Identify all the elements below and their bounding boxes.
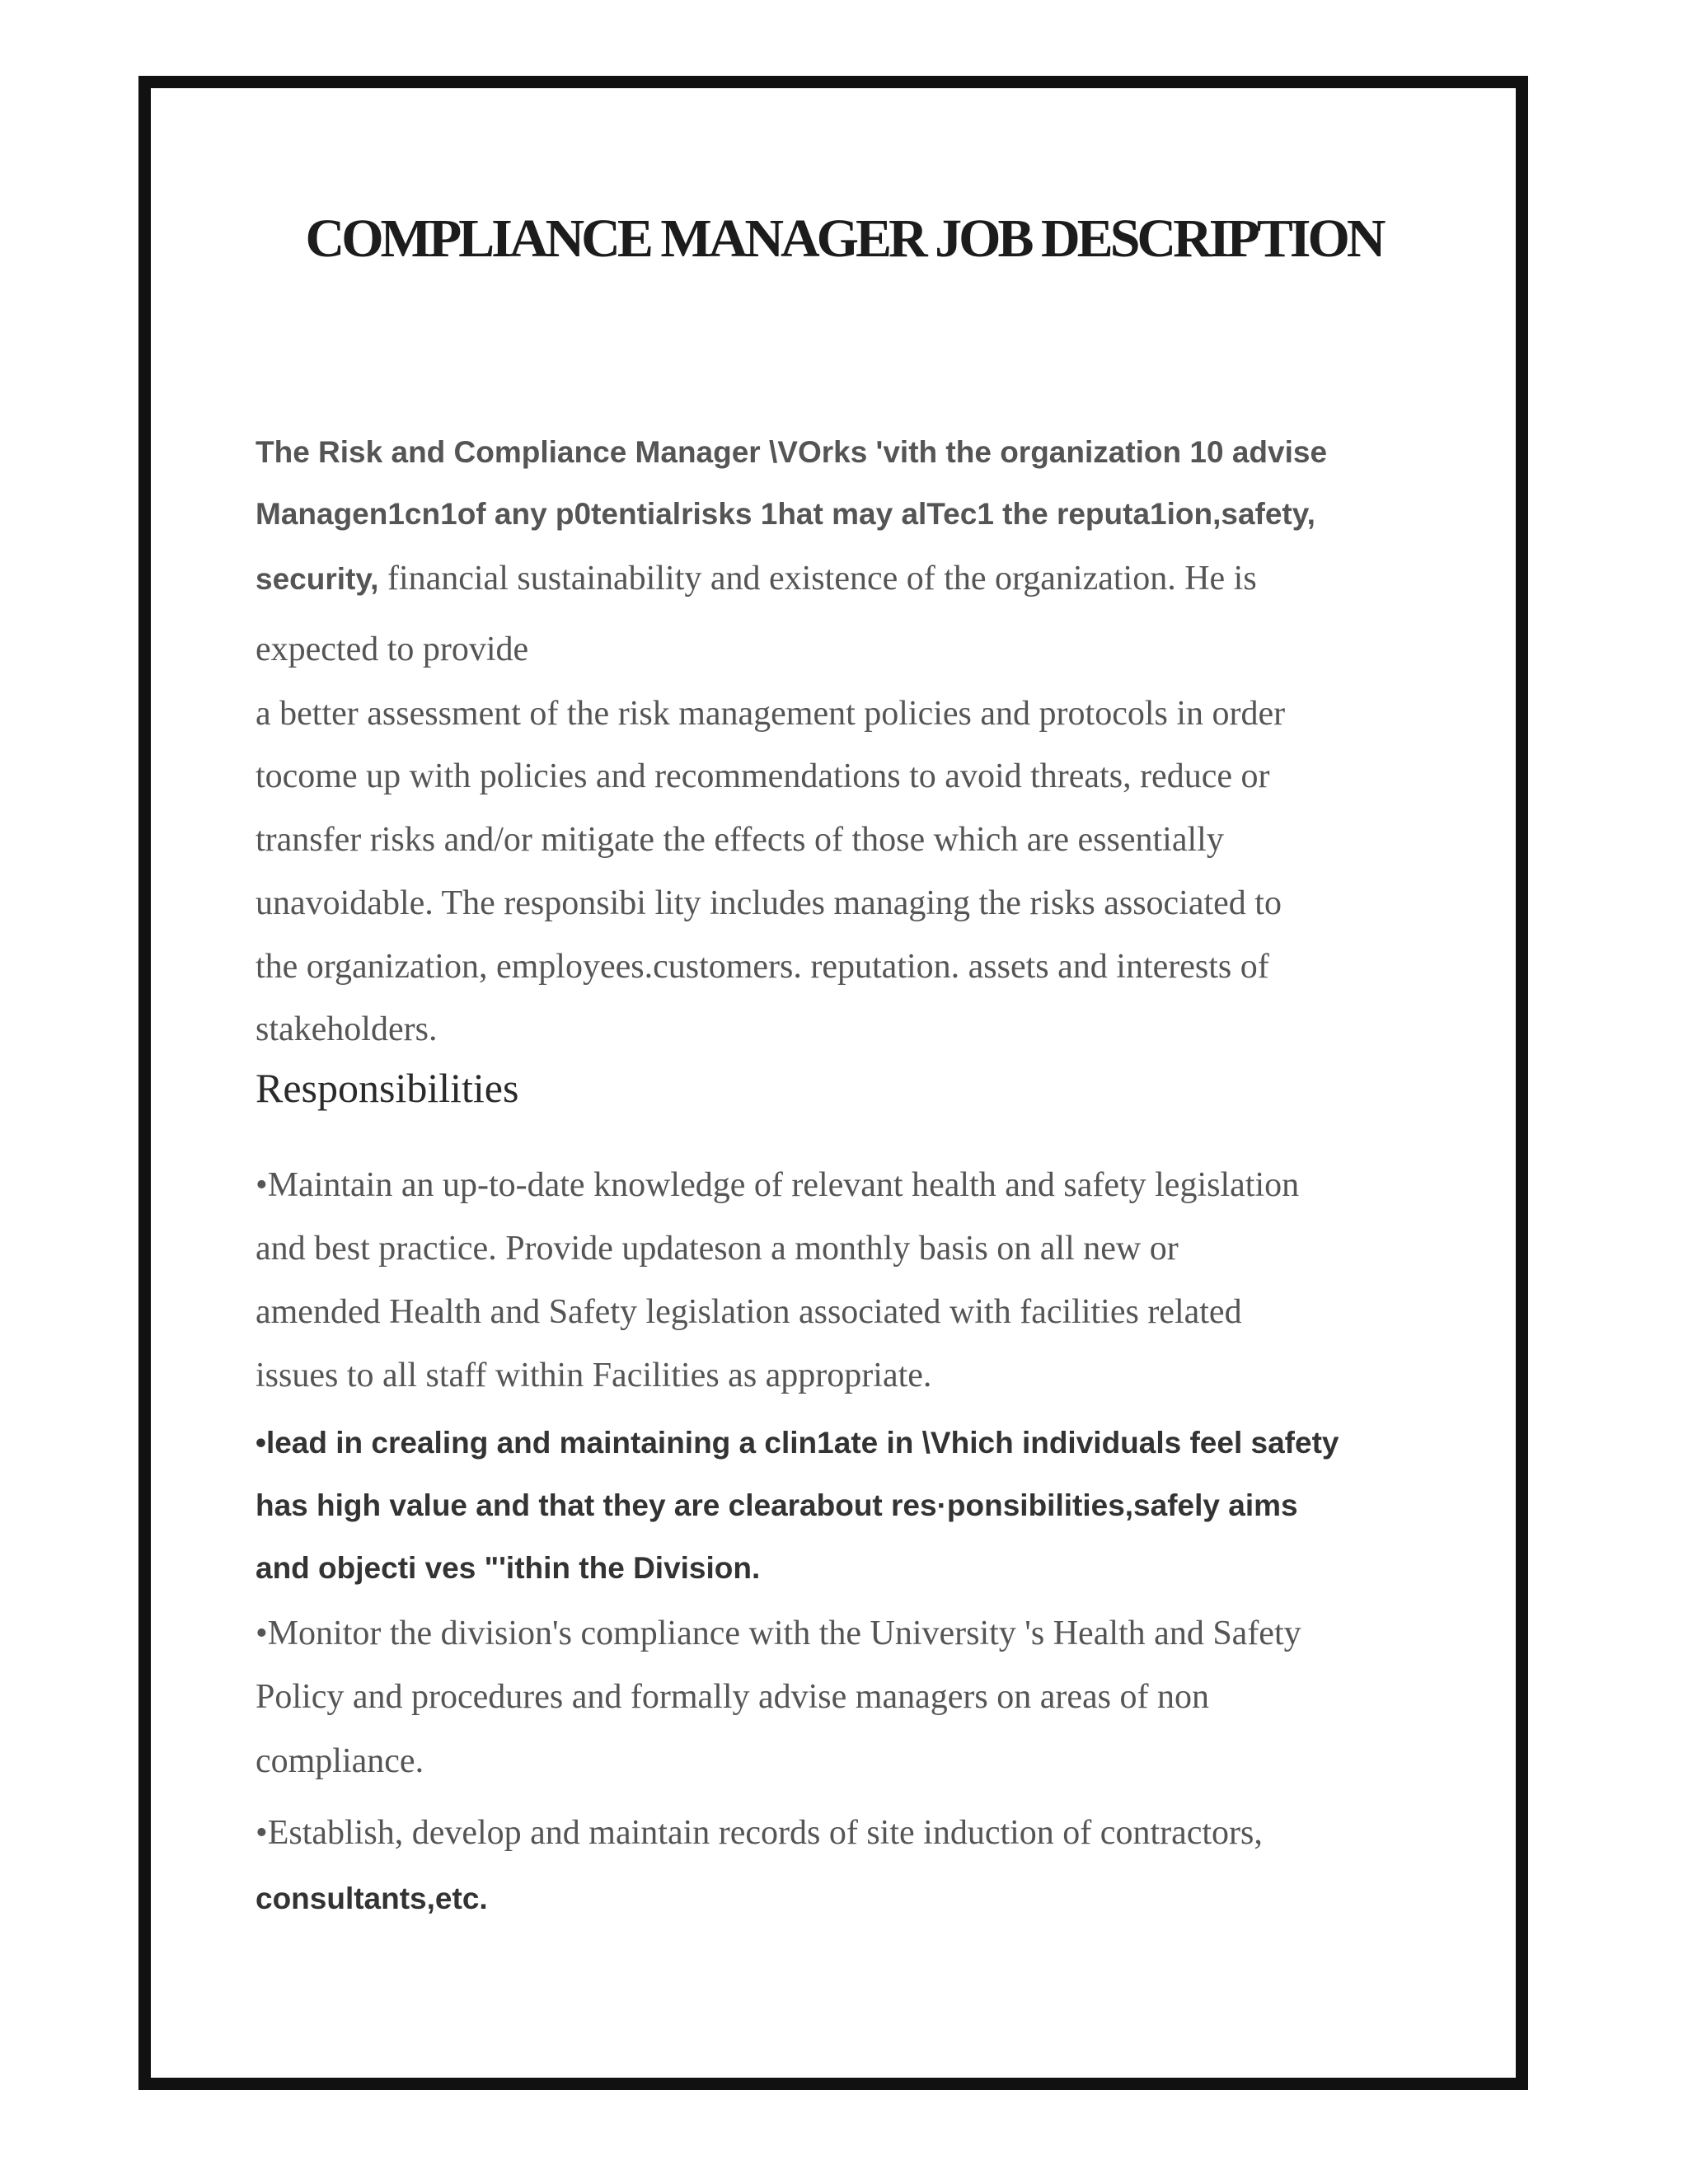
bullet-3-line-3: compliance.: [256, 1742, 424, 1780]
bullet-2-line-1: •lead in crealing and maintaining a clin1ate in \Vhich individuals feel safety: [256, 1426, 1339, 1460]
intro-line-9: the organization, employees.customers. reputation. assets and interests of: [256, 948, 1269, 986]
bullet-2-line-3: and objecti ves "'ithin the Division.: [256, 1551, 761, 1585]
intro-line-1: The Risk and Compliance Manager \VOrks 'vith the organization 10 advise: [256, 435, 1328, 469]
bullet-4-line-1: •Establish, develop and maintain records of site induction of contractors,: [256, 1814, 1263, 1852]
bullet-1-line-2: and best practice. Provide updateson a monthly basis on all new or: [256, 1230, 1179, 1268]
intro-line-3-bold: security,: [256, 562, 379, 596]
intro-line-6: tocome up with policies and recommendations to avoid threats, reduce or: [256, 757, 1270, 795]
document-title: COMPLIANCE MANAGER JOB DESCRIPTION: [305, 209, 1383, 269]
bullet-2-line-2: has high value and that they are clearabout res·ponsibilities,safely aims: [256, 1488, 1298, 1522]
intro-line-10: stakeholders.: [256, 1010, 438, 1048]
intro-line-5: a better assessment of the risk management policies and protocols in order: [256, 695, 1286, 733]
responsibilities-heading: Responsibilities: [256, 1065, 519, 1111]
intro-line-8: unavoidable. The responsibi lity includes managing the risks associated to: [256, 884, 1282, 922]
intro-line-4: expected to provide: [256, 630, 529, 668]
intro-line-3: [256, 559, 1257, 598]
bullet-1-line-1: •Maintain an up-to-date knowledge of relevant health and safety legislation: [256, 1166, 1300, 1204]
intro-line-2: Managen1cn1of any p0tentialrisks 1hat may alTec1 the reputa1ion,safety,: [256, 497, 1315, 531]
intro-line-7: transfer risks and/or mitigate the effects of those which are essentially: [256, 821, 1224, 859]
bullet-3-line-2: Policy and procedures and formally advise managers on areas of non: [256, 1678, 1209, 1716]
bullet-3-line-1: •Monitor the division's compliance with the University 's Health and Safety: [256, 1615, 1301, 1652]
bullet-1-line-3: amended Health and Safety legislation associated with facilities related: [256, 1293, 1242, 1331]
bullet-1-line-4: issues to all staff within Facilities as appropriate.: [256, 1357, 932, 1394]
bullet-4-line-2: consultants,etc.: [256, 1882, 488, 1915]
intro-line-3-rest: financial sustainability and existence of the organization. He is: [378, 560, 1257, 598]
